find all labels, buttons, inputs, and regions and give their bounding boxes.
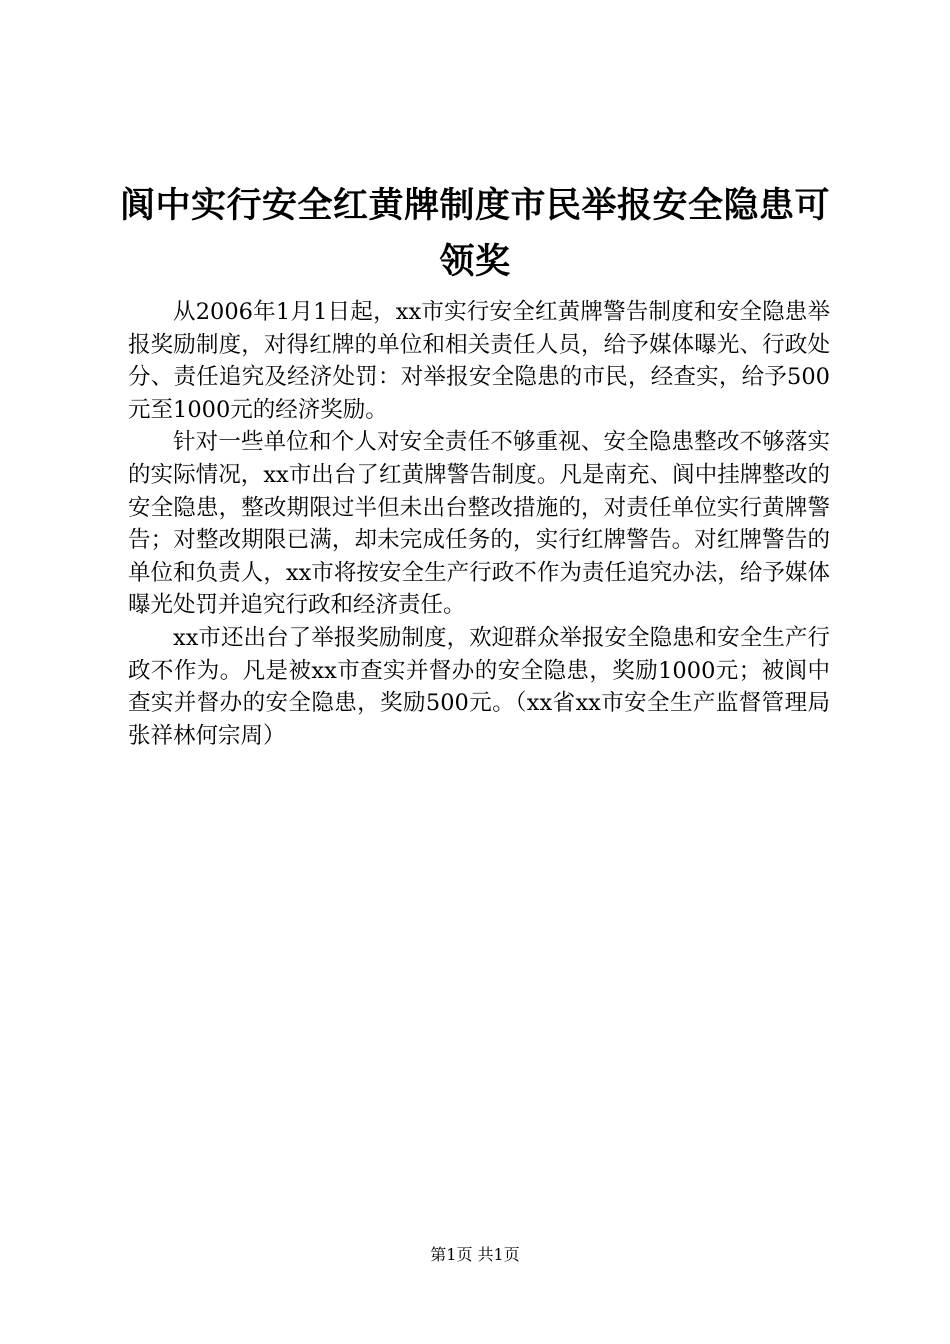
paragraph-1: 从2006年1月1日起，xx市实行安全红黄牌警告制度和安全隐患举报奖励制度，对得红牌的单位和相关责任人员，给予媒体曝光、行政处分、责任追究及经济处罚：对举报安全隐患的市民，经查实，给予500元至1000元的经济奖励。 — [128, 299, 830, 423]
document-title: 阆中实行安全红黄牌制度市民举报安全隐患可领奖 — [120, 186, 831, 282]
document-body — [128, 296, 830, 752]
paragraph-2: 针对一些单位和个人对安全责任不够重视、安全隐患整改不够落实的实际情况，xx市出台了红黄牌警告制度。凡是南充、阆中挂牌整改的安全隐患，整改期限过半但未出台整改措施的，对责任单位实行黄牌警告；对整改期限已满，却未完成任务的，实行红牌警告。对红牌警告的单位和负责人，xx市将按安全生产行政不作为责任追究办法，给予媒体曝光处罚并追究行政和经济责任。 — [128, 429, 830, 619]
page-footer: 第1页 共1页 — [430, 1245, 520, 1264]
paragraph-3: xx市还出台了举报奖励制度，欢迎群众举报安全隐患和安全生产行政不作为。凡是被xx市查实并督办的安全隐患，奖励1000元；被阆中查实并督办的安全隐患，奖励500元。（xx省xx市安全生产监督管理局张祥林何宗周） — [128, 624, 830, 749]
